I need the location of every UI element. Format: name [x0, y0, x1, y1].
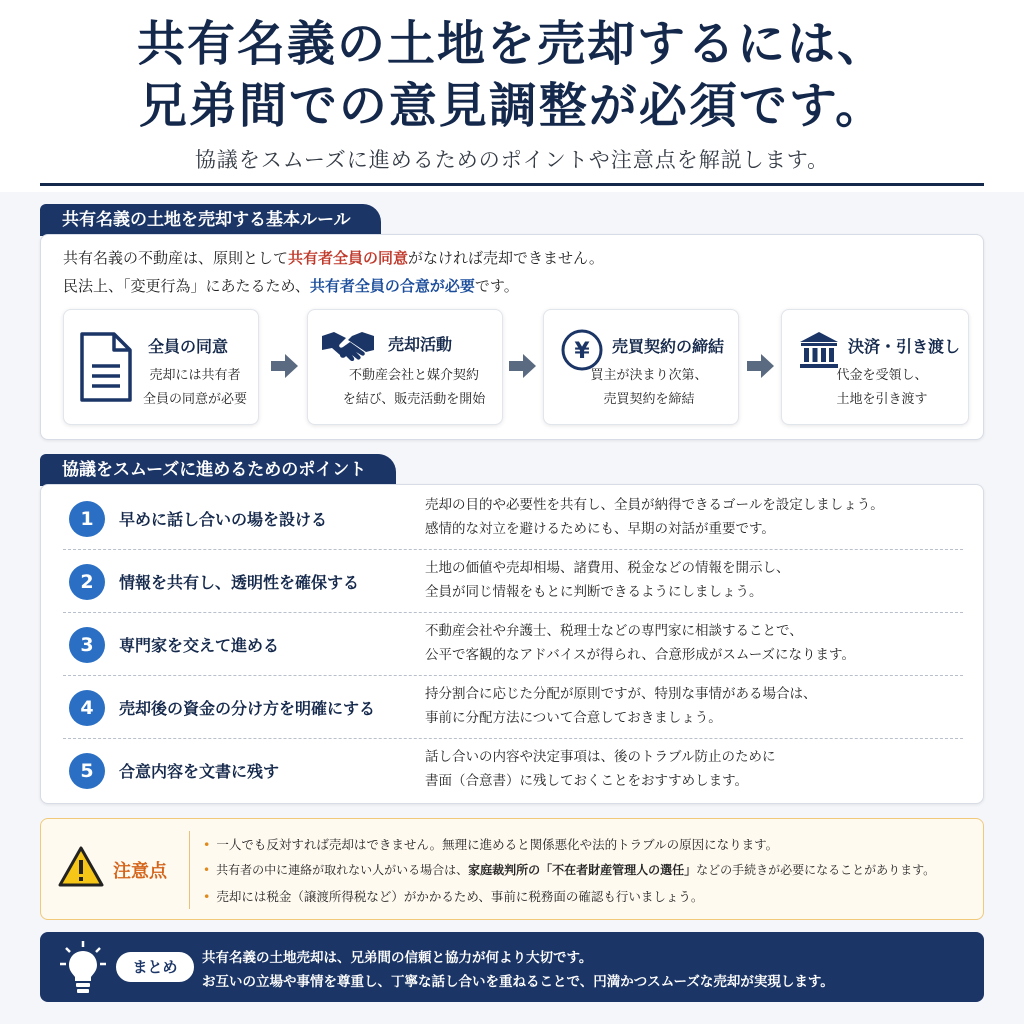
- summary-label: まとめ: [116, 952, 194, 982]
- caution-item: • 一人でも反対すれば売却はできません。無理に進めると関係悪化や法的トラブルの原因になります。: [203, 837, 779, 852]
- rule-highlight-consent: 共有者全員の同意: [288, 249, 409, 267]
- point-number-badge: 2: [69, 564, 105, 600]
- list-item: [63, 487, 963, 550]
- svg-text:¥: ¥: [574, 339, 590, 364]
- step-desc: 売却には共有者 全員の同意が必要: [142, 368, 247, 407]
- basic-rule-line-2: 民法上、「変更行為」にあたるため、共有者全員の合意が必要です。: [63, 277, 519, 295]
- step-desc: 代金を受領し、 土地を引き渡す: [836, 368, 928, 407]
- point-description: 売却の目的や必要性を共有し、全員が納得できるゴールを設定しましょう。 感情的な対立を避けるためにも、早期の対話が重要です。: [425, 497, 884, 537]
- step-title: 決済・引き渡し: [848, 337, 961, 356]
- page-title-line-2: 兄弟間での意見調整が必須です。: [138, 78, 886, 134]
- step-desc: 買主が決まり次第、 売買契約を締結: [590, 368, 708, 407]
- list-item: [63, 550, 963, 613]
- caution-label: 注意点: [113, 861, 167, 882]
- caution-item: • 売却には税金（譲渡所得税など）がかかるため、事前に税務面の確認も行いましょう。: [203, 889, 704, 904]
- summary-line-2: お互いの立場や事情を尊重し、丁寧な話し合いを重ねることで、円満かつスムーズな売却が実現します。: [202, 974, 834, 990]
- arrow-right-icon: [269, 353, 299, 383]
- page-header: [0, 0, 1024, 192]
- arrow-right-icon: [745, 353, 775, 383]
- document-icon: [78, 332, 134, 406]
- point-number-badge: 1: [69, 501, 105, 537]
- points-section-title: 協議をスムーズに進めるためのポイント: [40, 454, 396, 486]
- step-title: 全員の同意: [148, 337, 229, 356]
- caution-box: [40, 818, 984, 920]
- page-title-line-1: 共有名義の土地を売却するには、: [136, 16, 887, 72]
- step-card-sales: [307, 309, 503, 425]
- point-description: 話し合いの内容や決定事項は、後のトラブル防止のために 書面（合意書）に残しておくことをおすすめします。: [425, 749, 776, 789]
- point-title: 専門家を交えて進める: [119, 636, 280, 655]
- basic-rules-card: [40, 234, 984, 440]
- summary-line-1: 共有名義の土地売却は、兄弟間の信頼と協力が何より大切です。: [202, 950, 593, 966]
- header-divider: [40, 183, 984, 186]
- point-description: 土地の価値や売却相場、諸費用、税金などの情報を開示し、 全員が同じ情報をもとに判断できるようにしましょう。: [425, 560, 790, 600]
- step-title: 売却活動: [388, 335, 453, 354]
- point-description: 不動産会社や弁護士、税理士などの専門家に相談することで、 公平で客観的なアドバイスが得られ、合意形成がスムーズになります。: [425, 623, 855, 663]
- point-number-badge: 4: [69, 690, 105, 726]
- page-subtitle: 協議をスムーズに進めるためのポイントや注意点を解説します。: [194, 148, 830, 172]
- basic-rules-section-title: 共有名義の土地を売却する基本ルール: [40, 204, 381, 236]
- step-card-contract: [543, 309, 739, 425]
- list-item: [63, 613, 963, 676]
- point-number-badge: 5: [69, 753, 105, 789]
- point-number-badge: 3: [69, 627, 105, 663]
- basic-rule-line-1: 共有名義の不動産は、原則として共有者全員の同意がなければ売却できません。: [63, 249, 604, 267]
- list-item: [63, 739, 963, 802]
- point-title: 早めに話し合いの場を設ける: [119, 510, 328, 529]
- warning-icon: [57, 845, 105, 893]
- step-card-settlement: [781, 309, 969, 425]
- step-desc: 不動産会社と媒介契約 を結び、販売活動を開始: [342, 368, 486, 407]
- caution-item: • 共有者の中に連絡が取れない人がいる場合は、家庭裁判所の「不在者財産管理人の選任」などの手続きが必要になることがあります。: [203, 863, 936, 877]
- point-title: 情報を共有し、透明性を確保する: [119, 573, 360, 592]
- point-description: 持分割合に応じた分配が原則ですが、特別な事情がある場合は、 事前に分配方法について合意しておきましょう。: [425, 686, 817, 726]
- summary-box: [40, 932, 984, 1002]
- rule-highlight-agreement: 共有者全員の合意が必要: [309, 277, 475, 295]
- step-card-consent: [63, 309, 259, 425]
- arrow-right-icon: [507, 353, 537, 383]
- caution-divider: [189, 831, 190, 909]
- point-title: 売却後の資金の分け方を明確にする: [119, 699, 376, 718]
- point-title: 合意内容を文書に残す: [119, 762, 280, 781]
- lightbulb-icon: [60, 940, 106, 1000]
- list-item: [63, 676, 963, 739]
- step-title: 売買契約の締結: [612, 337, 725, 356]
- points-card: [40, 484, 984, 804]
